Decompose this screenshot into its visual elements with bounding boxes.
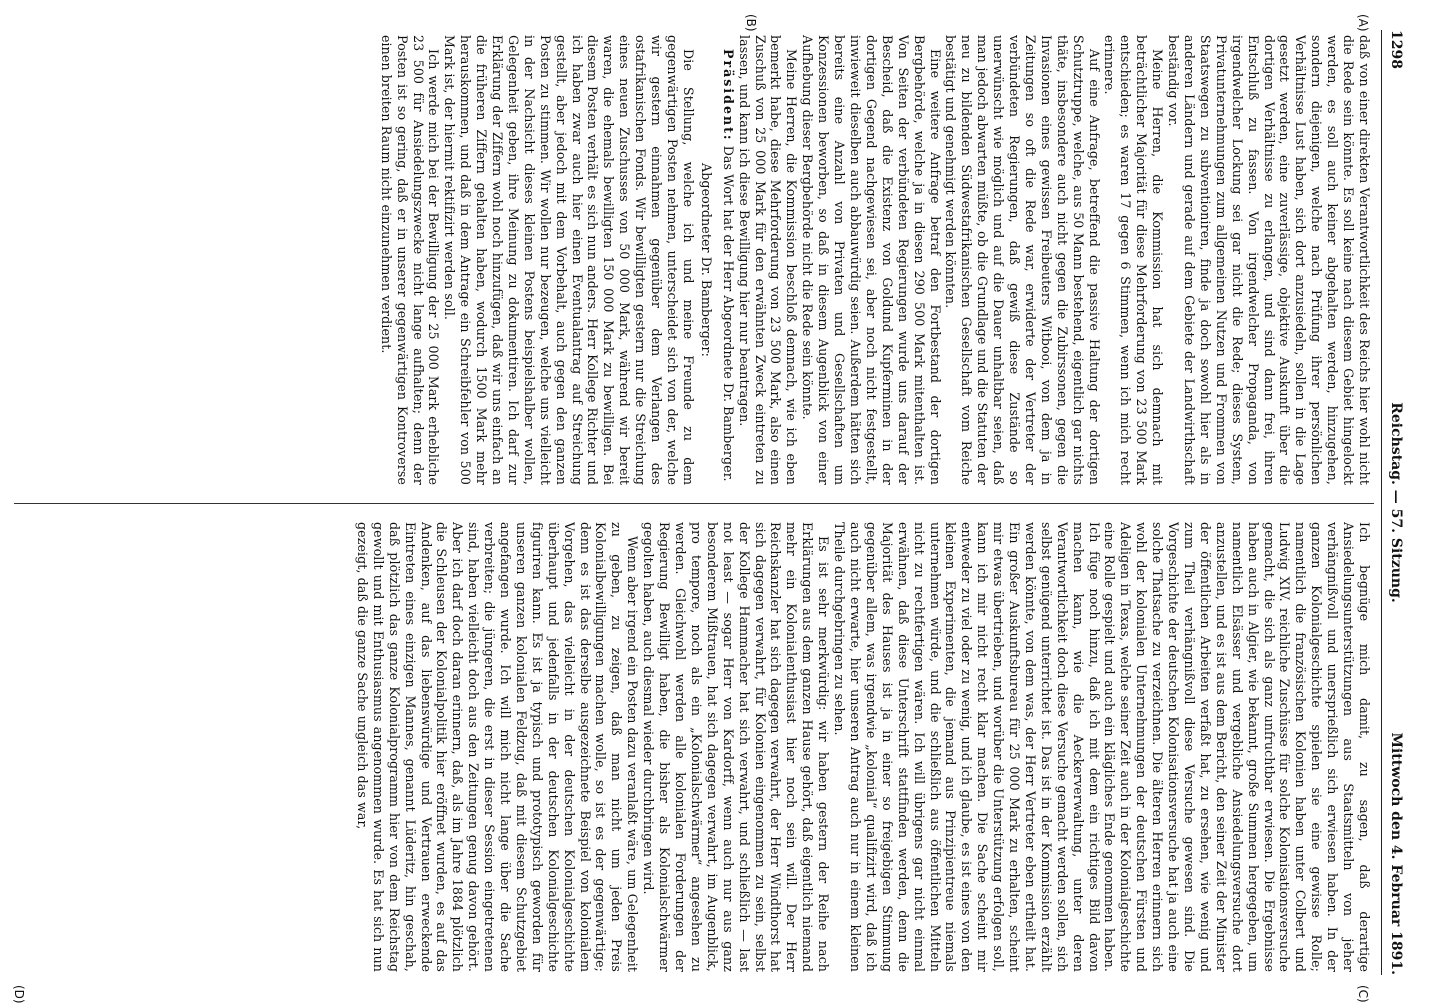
session-title: Reichstag. — 57. Sitzung. (1388, 402, 1404, 603)
paragraph: daß von einer direkten Verantwortlichkeit des Reichs hier wohl nicht die Rede sein könnte. Es soll keine nach diesem Gebiet hingelockt werden, es soll auch keiner abgehalten werden, hinzugehen, sondern diejenigen, welche nach Prüfung ihrer persönlichen Verhältnisse Lust haben, sich dort anzusiedeln, sollen in die Lage gesetzt werden, eine zuverlässige, objektive Auskunft über die dortigen Verhältnisse zu erlangen, und sind dann frei, ihren Entschluß zu fassen. Von irgendwelcher Propaganda, von irgendwelcher Lockung sei gar nicht die Rede; dieses System, Privatunternehmungen zum allgemeinen Nutzen und Frommen von Staatswegen zu subventioniren, finde ja doch sowohl hier als in anderen Ländern und gerade auf dem Gebiete der Landwirthschaft beständig vor. (1166, 35, 1372, 485)
paragraph: Wenn aber irgend ein Posten dazu veranlaßt wäre, um Gelegenheit zu geben, zu zeigen, daß man nicht um jeden Preis Kolonialbewilligungen machen wolle, so ist es der gegenwärtige; denn es ist das derselbe ausgezeichnete Beispiel von kolonialem Vorgehen, das vielleicht in der deutschen Kolonialgeschichte überhaupt und jedenfalls in der deutschen Kolonialgeschichte figuriren kann. Es ist ja typisch und prototypisch geworden für unseren ganzen kolonialen Feldzug, daß mit diesem Schutzgebiet angefangen wurde. Ich will mich nicht lange über die Sache verbreiten; die jüngeren, die erst in dieser Session eingetretenen sind, haben vielleicht doch aus den Zeitungen genug davon gehört. Aber ich darf doch daran erinnern, daß, als im Jahre 1884 plötzlich die Schleusen der Kolonialpolitik hier eröffnet wurden, es auf das Andenken, auf das liebenswürdige und Vertrauen erweckende Eintreten eines einzigen Mannes, genannt Lüderitz, hin geschah, daß plötzlich das ganze Kolonialprogramm hier von dem Reichstag gewollt und mit Enthusiasmus angenommen wurde. Es hat sich nun gezeigt, daß die ganze Sache ungleich das war, (354, 522, 641, 972)
margin-marker-a: (A) (1356, 14, 1370, 32)
margin-marker-c: (C) (1356, 985, 1370, 1003)
left-column (22, 35, 1372, 485)
paragraph: Meine Herren, die Kommission beschloß demnach, wie ich eben bemerkt habe, diese Mehrforderung von 23 500 Mark, also einen Zuschuß von 25 000 Mark für den erwähnten Zweck eintreten zu lassen, und kann ich diese Bewilligung hier nur beantragen. (736, 35, 800, 485)
paragraph: Die Stellung, welche ich und meine Freunde zu dem gegenwärtigen Posten nehmen, unterscheidet sich von der, welche wir gestern einnahmen gegenüber dem Verlangen des ostafrikanischen Fonds. Wir bewilligten gestern nur die Streichung eines neuen Zuschusses von 50 000 Mark, während wir bereit waren, die ehemals bewilligten 150 000 Mark zu bewilligen. Bei diesem Posten verhält es sich nun anders. Herr Kollege Richter und ich haben zwar auch hier einen Eventualantrag auf Streichung gestellt, aber jedoch mit dem Vorbehalt, auch gegen den ganzen Posten zu stimmen. Wir wollen nur bezeugen, welche uns vielleicht in der Nachsicht dieses kleinen Postens beispielshalber wollen, Gelegenheit geben, ihre Meinung zu dokumentiren. Ich darf zur Erklärung der Ziffern wohl noch hinzufügen, daß wir uns einfach an die früheren Ziffern gehalten haben, wodurch 1500 Mark mehr herauskommen, und daß in dem Antrage ein Schreibfehler von 500 Mark ist, der hiermit rektifizirt werden soll. (442, 35, 696, 485)
column-divider (14, 503, 1374, 504)
paragraph: Es ist sehr merkwürdig: wir haben gestern der Reihe nach Erklärungen aus dem ganzen Hause gehört, daß eigentlich niemand mehr ein Kolonialenthusiast hier noch sein will. Der Herr Reichskanzler hat sich dagegen verwahrt, der Herr Windthorst hat sich dagegen verwahrt, für Kolonien eingenommen zu sein, selbst der Kollege Hammacher hat sich verwahrt, und schließlich — last not least — sogar Herr von Kardorff, wenn auch nur aus ganz besonderem Mißtrauen, hat sich dagegen verwahrt, im Augenblick, pro tempore, noch als ein „Kolonialschwärmer“ angesehen zu werden. Gleichwohl werden alle kolonialen Forderungen der Regierung Bewilligt haben, die bisher als Kolonialschwärmer gegolten haben, auch diesmal wieder durchbringen wird. (641, 522, 832, 972)
running-head (1380, 30, 1408, 975)
paragraph: Eine weitere Anfrage betraf den Fortbestand der dortigen Bergbehörde, welche ja in diesen 290 500 Mark mitenthalten ist. Von Seiten der verbündeten Regierungen wurde uns darauf der Bescheid, daß die Existenz von Goldund Kupferminen in der dortigen Gegend nachgewiesen sei, aber noch nicht festgestellt, inwieweit dieselben auch abbauwürdig seien. Außerdem hätten sich bereits eine Anzahl von Privaten und Gesellschaften um Konzessionen beworben, so daß in diesem Augenblick von einer Aufhebung dieser Bergbehörde nicht die Rede sein könnte. (800, 35, 943, 485)
margin-marker-b: (B) (744, 14, 758, 32)
paragraph: Auf eine Anfrage, betreffend die passive Haltung der dortigen Schutztruppe, welche, aus 50 Mann bestehend, eigentlich gar nichts thäte, insbesondere auch nicht gegen die Zubirssonen, gegen die Invasionen eines gewissen Freibeuters Witbooi, von dem ja in Zeitungen so oft die Rede war, erwiderte der Vertreter der verbündeten Regierungen, daß gewiß diese Zustände so unerwünscht wie möglich und auf die Dauer unhaltbar seien, daß man jedoch abwarten müßte, ob die Grundlage und die Statuten der neu zu bildenden Südwestafrikanischen Gesellschaft vom Reiche bestätigt und genehmigt werden könnten. (943, 35, 1102, 485)
paragraph: Meine Herren, die Kommission hat sich demnach mit beträchtlicher Majorität für diese Mehrforderung von 23 500 Mark entschieden; es waren 17 gegen 6 Stimmen, wenn ich mich recht erinnere. (1102, 35, 1166, 485)
right-column (22, 522, 1372, 972)
speaker-label: Präsident: (720, 49, 736, 142)
header-rule (1381, 30, 1382, 975)
president-paragraph (720, 35, 736, 485)
session-date: Mittwoch den 4. Februar 1891. (1388, 732, 1404, 975)
paragraph: Ich begnüge mich damit, zu sagen, daß derartige Ansiedelungsunterstützungen aus Staatsmitteln von jeher verhängnißvoll und unersprießlich sich erwiesen haben. In der ganzen Kolonialgeschichte spielen sie eine gewisse Rolle; namentlich die französischen Kolonien haben unter Colbert und Ludwig XIV. reichliche Zuschüsse für solche Kolonisationsversuche gemacht, die sich als ganz unfruchtbar erwiesen. Die Ergebnisse haben auch in Algier, wie bekannt, große Summen hergegeben, um namentlich Elsässer und vergebliche Ansiedelungsversuche dort anzustellen, und es ist aus dem Bericht, den seiner Zeit der Minister der öffentlichen Arbeiten verfaßt hat, zu ersehen, wie wenig und zum Theil verhängnißvoll diese Versuche gewesen sind. Die Vorgeschichte der deutschen Kolonisationsversuche hat ja auch eine solche Thatsache zu verzeichnen. Die älteren Herren erinnern sich wohl der kolonialen Unternehmungen der deutschen Fürsten und Adeligen in Texas, welche seiner Zeit auch in der Kolonialgeschichte eine Rolle gespielt und auch ein klägliches Ende genommen haben. Ich füge noch hinzu, daß ich mit dem ein richtiges Bild davon machen kann, wie die Aeckerverwaltung, unter deren Verantwortlichkeit doch diese Versuche gemacht werden sollen, sich selbst genügend unterrichtet ist. Das ist in der Kommission erzählt werden könnte, von dem was, der Herr Vertreter eben ertheilt hat. Ein großer Auskunftsbureau für 25 000 Mark zu erhalten, scheint mir etwas übertrieben, und worüber die Unterstützung erfolgen soll, kann ich mir nicht recht klar machen. Die Sache scheint mir entweder zu viel oder zu wenig, und ich glaube, es ist eines von den kleinen Experimenten, die jemand aus Prinzipientreue niemals unternehmen würde, und die schließlich aus öffentlichen Mitteln nicht zu rechtfertigen wären. Ich will übrigens gar nicht einmal erwähnen, daß diese Unterschrift stattfinden werden, denn die Majorität des Hauses ist ja in einer so freigebigen Stimmung gegenüber allem, was irgendwie „kolonial“ qualifizirt wird, daß ich auch nicht erwarte, hier unseren Antrag auch nur in einem kleinen Theile durchgebringen zu sehen. (832, 522, 1372, 972)
speech-text: Das Wort hat der Herr Abgeordnete Dr. Bamberger. (720, 145, 736, 482)
margin-marker-d: (D) (12, 985, 26, 1004)
page-number: 1298 (1388, 30, 1404, 69)
paragraph: Ich werde mich bei der Bewilligung der 25 000 Mark erhebliche 23 500 für Ansiedelungszwecke nicht lange aufhalten; denn der Posten ist so gering, daß er in unserer gegenwärtigen Kontroverse einen breiten Raum nicht einzunehmen verdient. (378, 35, 442, 485)
speaker-heading: Abgeordneter Dr. Bamberger: (698, 163, 714, 357)
